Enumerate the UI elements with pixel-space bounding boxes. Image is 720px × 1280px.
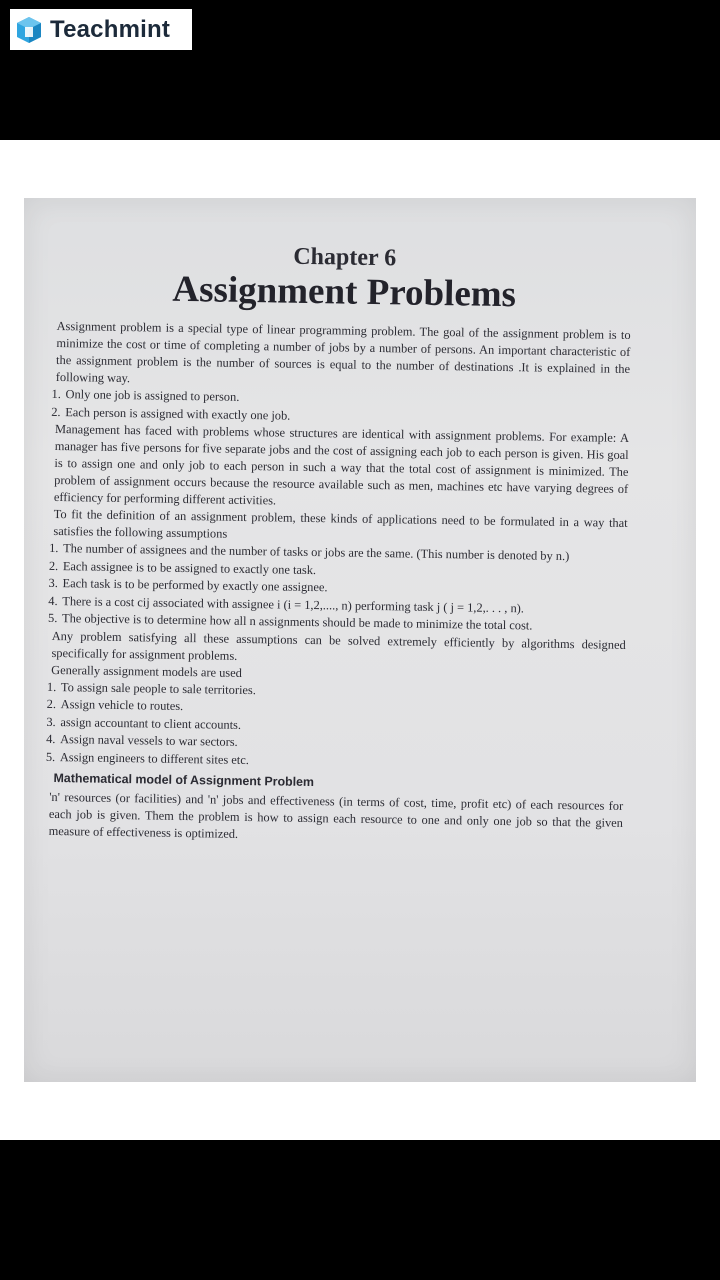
chapter-label: Chapter 6 bbox=[293, 243, 397, 272]
list-item: 2. Each person is assigned with exactly one job. bbox=[51, 404, 291, 423]
brand-name: Teachmint bbox=[50, 15, 171, 43]
document-page bbox=[45, 240, 632, 849]
list-item: 5. Assign engineers to different sites etc. bbox=[45, 749, 250, 767]
list-item: 2. Assign vehicle to routes. bbox=[46, 696, 184, 714]
generally-paragraph: Generally assignment models are used bbox=[51, 662, 242, 680]
list-item: 1. The number of assignees and the number of tasks or jobs are the same. (This number is denoted by n.) bbox=[49, 540, 570, 564]
solved-paragraph: Any problem satisfying all these assumptions can be solved extremely efficiently by algorithms designed specifically for assignment problems. bbox=[51, 628, 626, 663]
bottom-bar bbox=[0, 1140, 720, 1280]
teachmint-cube-icon bbox=[14, 15, 44, 45]
list-item: 4. There is a cost cij associated with assignee i (i = 1,2,...., n) performing task j ( j = 1,2,. . . , n). bbox=[48, 593, 525, 615]
list-item: 1. To assign sale people to sale territories. bbox=[46, 679, 256, 697]
uses-list bbox=[45, 678, 625, 775]
math-paragraph: 'n' resources (or facilities) and 'n' jobs and effectiveness (in terms of cost, time, profit etc) of each resources for each job is given. Them the problem is how to assign each resource to one and only one job so that the given measure of effectiveness is optimized. bbox=[48, 789, 624, 841]
section-heading: Mathematical model of Assignment Problem bbox=[53, 770, 315, 790]
page-title: Assignment Problems bbox=[172, 268, 517, 316]
definition-paragraph: To fit the definition of an assignment problem, these kinds of applications need to be formulated in a way that satisfies the following assumptions bbox=[53, 506, 628, 541]
top-bar bbox=[0, 0, 720, 140]
assumptions-list bbox=[47, 540, 627, 637]
list-item: 5. The objective is to determine how all n assignments should be made to minimize the total cost. bbox=[47, 610, 533, 633]
list-item: 2. Each assignee is to be assigned to exactly one task. bbox=[48, 558, 317, 577]
list-item: 3. assign accountant to client accounts. bbox=[46, 714, 242, 732]
document-photo bbox=[24, 198, 696, 1082]
list-item: 3. Each task is to be performed by exactly one assignee. bbox=[48, 575, 328, 595]
intro-paragraph: Assignment problem is a special type of linear programming problem. The goal of the assignment problem is to minimize the cost or time of completing a number of jobs by a number of persons. An important characteristic of the assignment problem is the number of sources is equal to the number of destinations .It is explained in the following way. bbox=[55, 318, 631, 386]
teachmint-logo[interactable] bbox=[10, 9, 192, 50]
list-item: 4. Assign naval vessels to war sectors. bbox=[46, 731, 238, 749]
management-paragraph: Management has faced with problems whose structures are identical with assignment problems. For example: A manager has five persons for five separate jobs and the cost of assigning each job to each person is given. His goal is to assign one and only job to each person in such a way that the total cost of assignment is minimized. The problem of assignment occurs because the resource available such as men, machines etc have varying degrees of efficiency for performing different activities. bbox=[53, 421, 630, 508]
list-item: 1. Only one job is assigned to person. bbox=[51, 386, 240, 404]
